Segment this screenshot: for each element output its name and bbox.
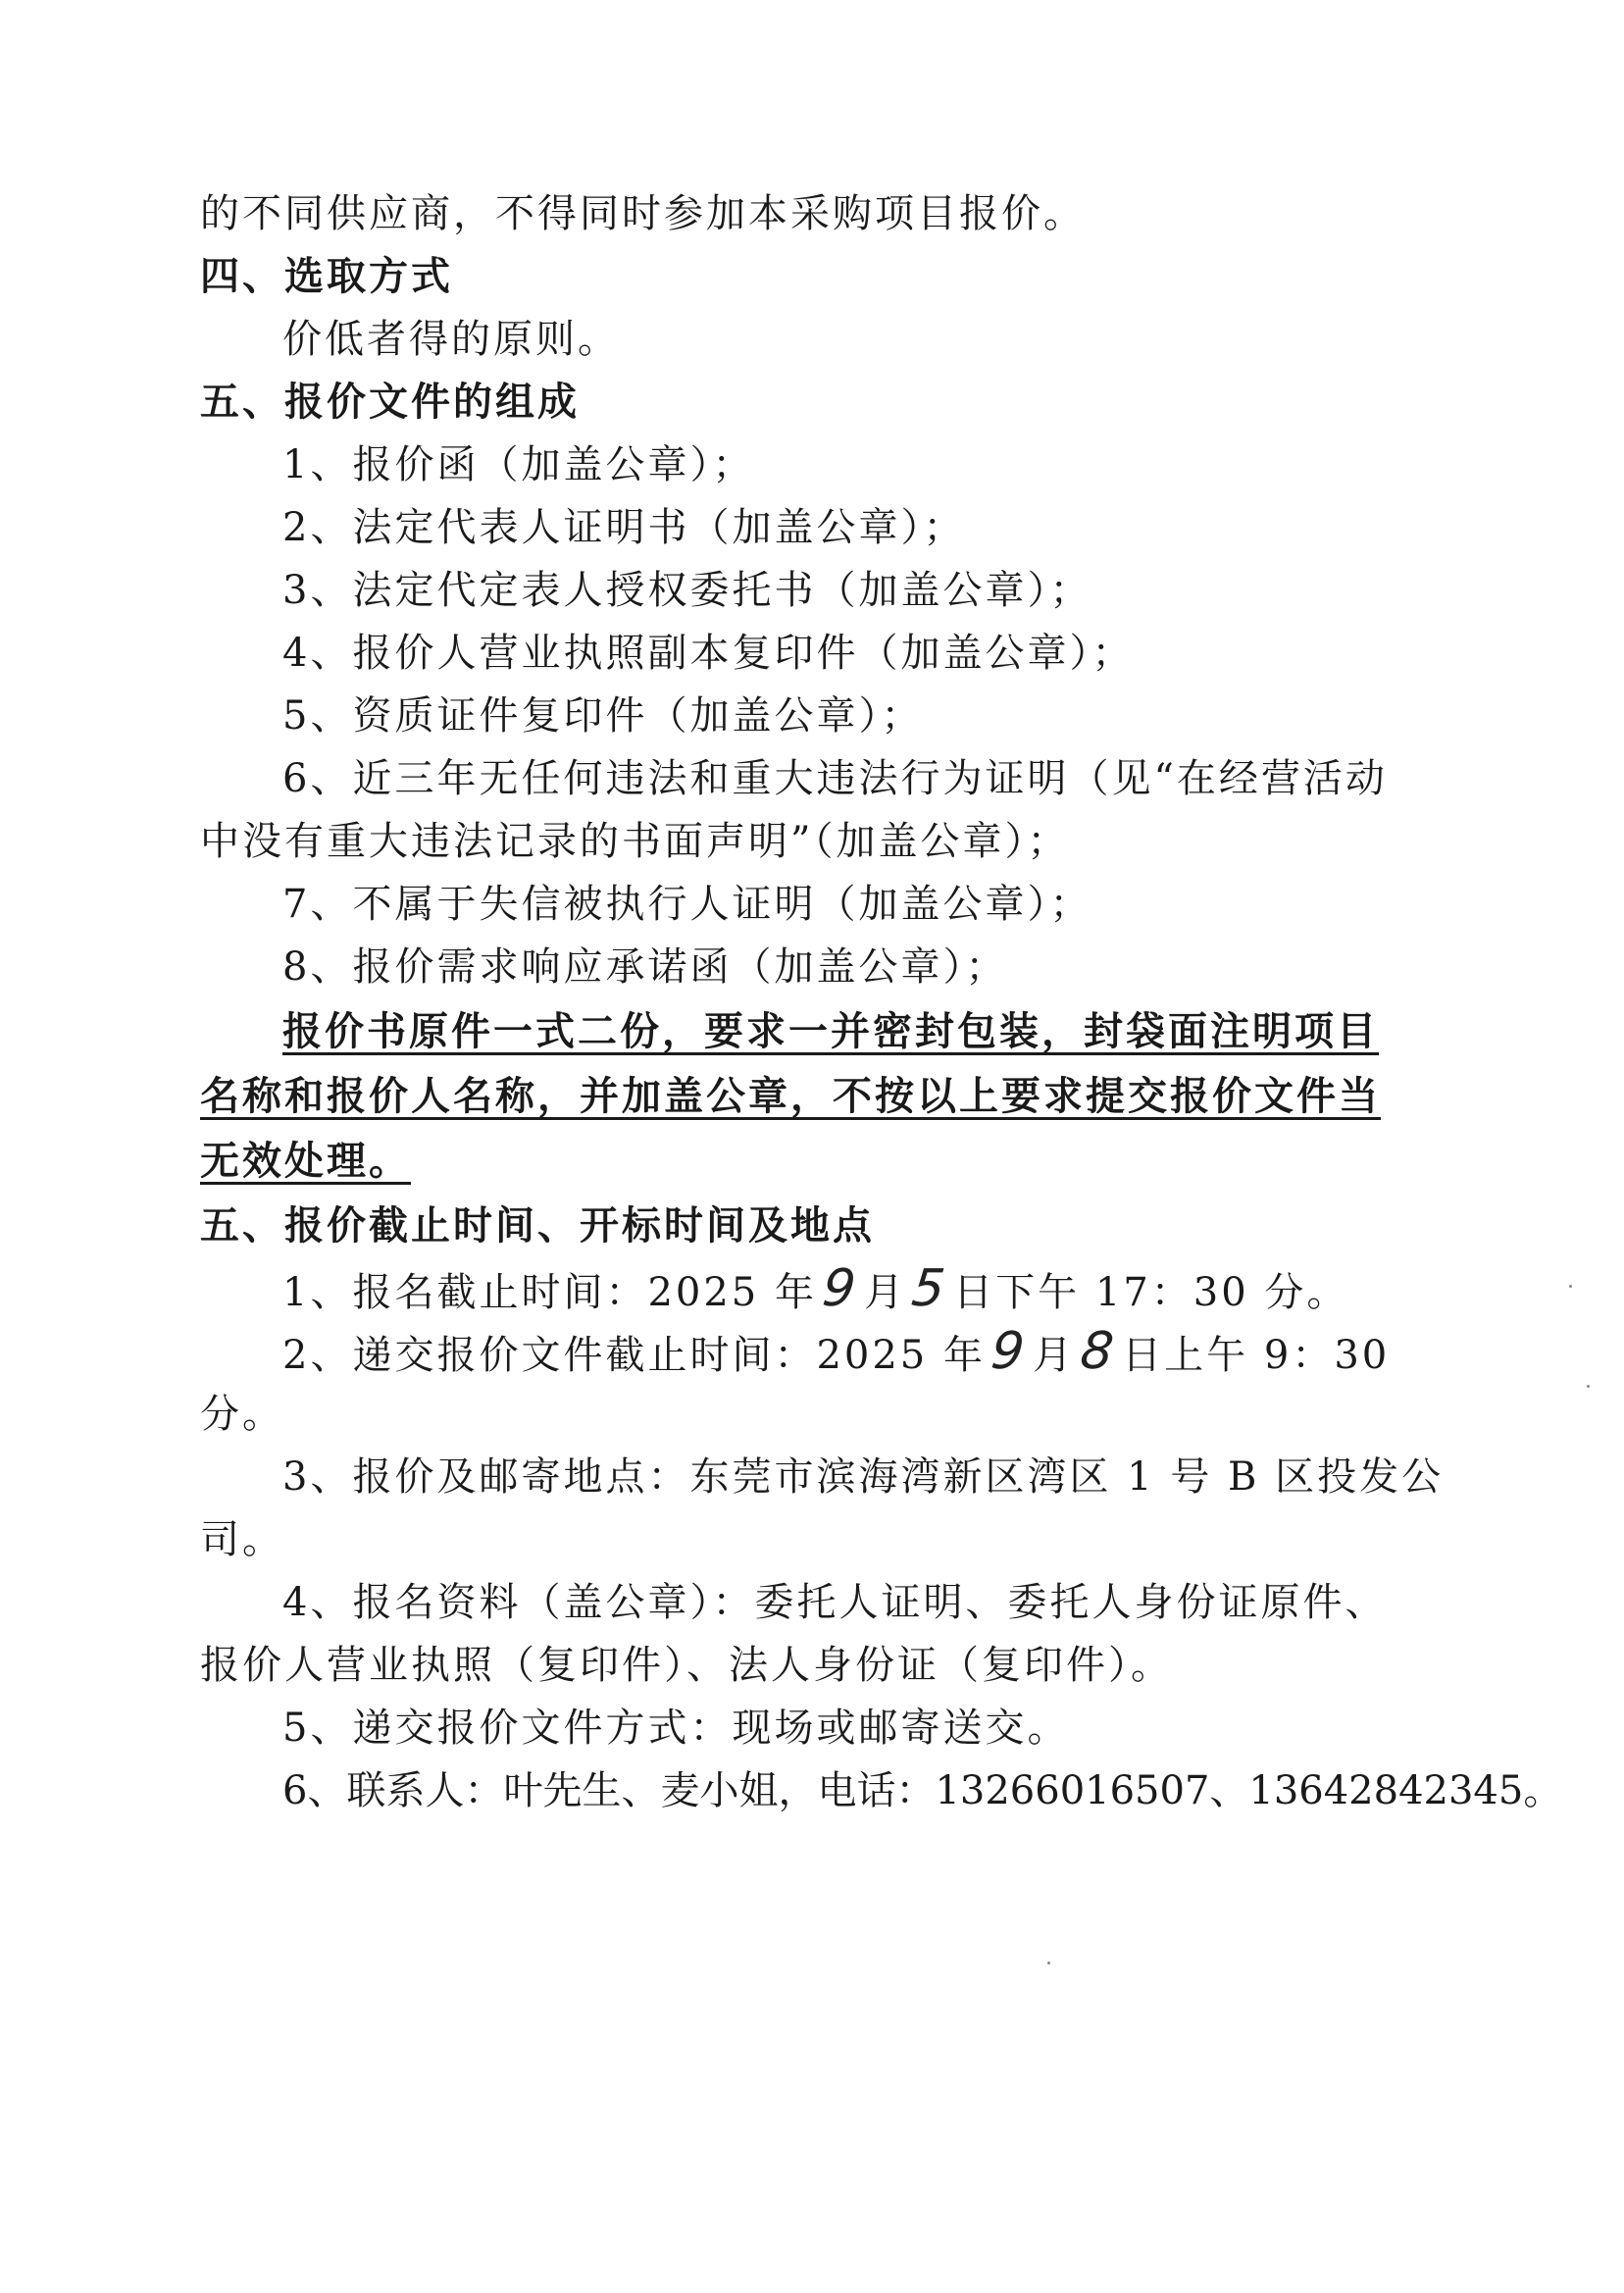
list-item: 1、报价函（加盖公章）； — [282, 442, 755, 487]
month-char: 月 — [864, 1270, 907, 1315]
emphasis-line: 名称和报价人名称，并加盖公章，不按以上要求提交报价文件当 — [200, 1074, 1381, 1119]
section-heading-selection-method: 四、选取方式 — [200, 254, 453, 299]
scan-speck — [1587, 1385, 1590, 1388]
list-item: 2、法定代表人证明书（加盖公章）； — [282, 505, 966, 550]
paragraph-line: 的不同供应商，不得同时参加本采购项目报价。 — [200, 191, 1086, 236]
handwritten-month: 9 — [819, 1259, 862, 1318]
deadline-registration — [282, 1259, 1348, 1322]
paragraph-line: 价低者得的原则。 — [282, 317, 620, 362]
address-continuation: 司。 — [200, 1517, 284, 1562]
list-item: 5、资质证件复印件（加盖公章）； — [282, 693, 924, 739]
list-item: 3、法定代定表人授权委托书（加盖公章）； — [282, 568, 1092, 613]
submission-method-line: 5、递交报价文件方式：现场或邮寄送交。 — [282, 1706, 1070, 1751]
list-item: 8、报价需求响应承诺函（加盖公章）； — [282, 944, 1008, 990]
handwritten-month: 9 — [988, 1322, 1031, 1381]
deadline-submission — [282, 1322, 1390, 1385]
emphasis-line: 报价书原件一式二份，要求一并密封包装，封袋面注明项目 — [282, 1009, 1379, 1054]
emphasis-line: 无效处理。 — [200, 1139, 411, 1184]
list-item: 6、近三年无任何违法和重大违法行为证明（见“在经营活动 — [282, 756, 1388, 801]
section-heading-quote-documents: 五、报价文件的组成 — [200, 380, 580, 425]
section-heading-deadlines: 五、报价截止时间、开标时间及地点 — [200, 1203, 875, 1248]
handwritten-day: 8 — [1077, 1322, 1120, 1381]
handwritten-day: 5 — [908, 1259, 951, 1318]
registration-materials-line: 4、报名资料（盖公章）：委托人证明、委托人身份证原件、 — [282, 1580, 1388, 1625]
deadline-submission-suffix: 日上午 9：30 — [1122, 1333, 1391, 1378]
deadline-submission-continuation: 分。 — [200, 1392, 284, 1437]
list-item: 4、报价人营业执照副本复印件（加盖公章）； — [282, 631, 1135, 676]
deadline-submission-prefix: 2、递交报价文件截止时间：2025 年 — [282, 1333, 986, 1378]
month-char: 月 — [1033, 1333, 1076, 1378]
scan-speck — [1569, 1285, 1572, 1288]
registration-materials-continuation: 报价人营业执照（复印件）、法人身份证（复印件）。 — [200, 1643, 1173, 1688]
list-item-continuation: 中没有重大违法记录的书面声明”（加盖公章）； — [200, 819, 1070, 864]
contact-line: 6、联系人：叶先生、麦小姐，电话：13266016507、13642842345。 — [282, 1768, 1563, 1813]
scan-speck — [1047, 1962, 1050, 1964]
list-item: 7、不属于失信被执行人证明（加盖公章）； — [282, 882, 1092, 927]
deadline-registration-suffix: 日下午 17：30 分。 — [953, 1270, 1349, 1315]
deadline-registration-prefix: 1、报名截止时间：2025 年 — [282, 1270, 817, 1315]
address-line: 3、报价及邮寄地点：东莞市滨海湾新区湾区 1 号 B 区投发公 — [282, 1454, 1445, 1500]
